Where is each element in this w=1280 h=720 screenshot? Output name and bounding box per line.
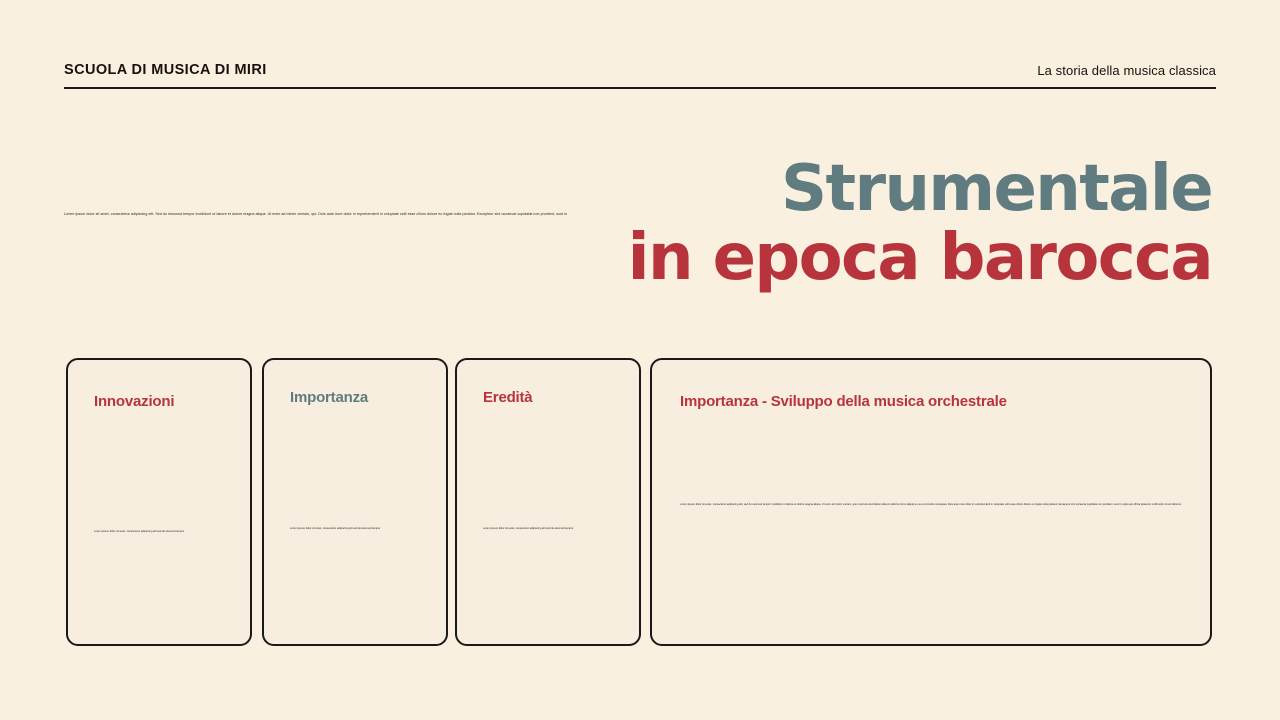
page-title-line-1: Strumentale xyxy=(781,152,1212,226)
card-title: Eredità xyxy=(483,389,533,406)
card-title: Importanza xyxy=(290,389,369,406)
page-title xyxy=(627,152,1212,295)
card-importanza xyxy=(262,358,448,646)
slide-header xyxy=(64,62,1216,89)
card-body: Lorem ipsum dolor sit amet, consectetur adipiscing elit sed do eiusmod tempor xyxy=(483,527,574,530)
card-eredita xyxy=(455,358,641,646)
header-section-label: La storia della musica classica xyxy=(1037,63,1216,78)
intro-paragraph: Lorem ipsum dolor sit amet, consectetur adipiscing elit. Sed do eiusmod tempor incididunt ut labore et dolore magna aliqua. Ut enim ad minim veniam, qui. Duis aute irure dolor in reprehenderit in voluptate velit esse cillum dolore eu fugiat nulla pariatur. Excepteur sint occaecat cupidatat non proident, sunt in xyxy=(64,212,568,216)
card-innovazioni xyxy=(66,358,252,646)
card-body: Lorem ipsum dolor sit amet, consectetur adipiscing elit sed do eiusmod tempor xyxy=(94,530,185,533)
card-title: Importanza - Sviluppo della musica orchestrale xyxy=(680,393,1007,410)
card-title: Innovazioni xyxy=(94,393,175,410)
card-body: Lorem ipsum dolor sit amet, consectetur adipiscing elit sed do eiusmod tempor xyxy=(290,527,381,530)
card-feature-orchestrale xyxy=(650,358,1212,646)
brand-title: SCUOLA DI MUSICA DI MIRI xyxy=(64,62,267,78)
card-body: Lorem ipsum dolor sit amet, consectetur adipiscing elit, sed do eiusmod tempor incididunt ut labore et dolore magna aliqua. Ut enim ad minim veniam, quis nostrud exercitation ullamco laboris nisi ut aliquip ex ea commodo consequat. Duis aute irure dolor in reprehenderit in voluptate velit esse cillum dolore eu fugiat nulla pariatur. Excepteur sint occaecat cupidatat non proident, sunt in culpa qui officia deserunt mollit anim id est laborum. xyxy=(680,503,1182,506)
page-title-line-2: in epoca barocca xyxy=(627,220,1212,295)
